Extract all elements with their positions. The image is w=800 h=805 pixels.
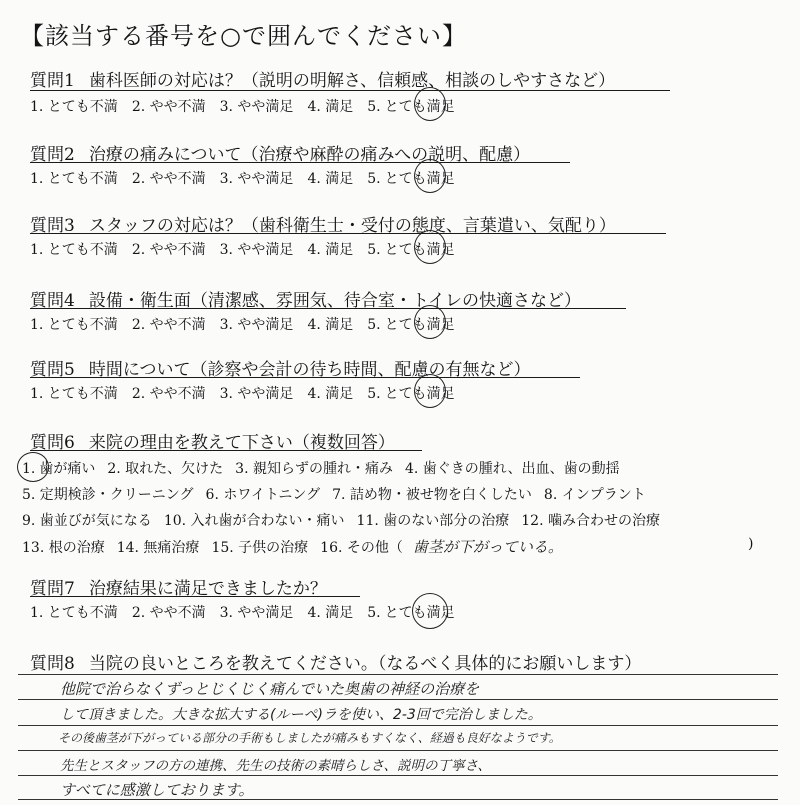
answer-rule-3: [18, 725, 778, 726]
q5-option-1[interactable]: 1. とても不満: [30, 386, 118, 402]
question-4-options: [30, 314, 469, 334]
question-3-number: 質問3: [30, 216, 75, 236]
q7-selection-circle: [412, 593, 448, 629]
question-4-number: 質問4: [30, 291, 75, 311]
question-8: [30, 649, 641, 674]
question-5-underline: [30, 377, 580, 378]
q5-option-5-label: とても満足: [384, 386, 455, 402]
q6-option-15[interactable]: 15. 子供の治療: [211, 540, 309, 556]
q6-option-2[interactable]: 2. 取れた、欠けた: [107, 461, 224, 477]
q6-options-row-2: [22, 484, 658, 504]
q2-option-1[interactable]: 1. とても不満: [30, 171, 118, 187]
q6-option-7[interactable]: 7. 詰め物・被せ物を白くしたい: [332, 487, 532, 503]
question-5-text: 時間について（診察や会計の待ち時間、配慮の有無など）: [88, 360, 531, 380]
question-1-underline: [30, 90, 670, 91]
q4-option-4[interactable]: 4. 満足: [307, 317, 354, 333]
q6-options-row-3: [22, 510, 672, 530]
question-6-text: 来院の理由を教えて下さい（複数回答）: [88, 433, 395, 453]
q2-option-4[interactable]: 4. 満足: [307, 171, 354, 187]
q6-option-5[interactable]: 5. 定期検診・クリーニング: [22, 487, 194, 503]
answer-line-3[interactable]: その後歯茎が下がっている部分の手術もしましたが痛みもすくなく、経過も良好なようです。: [58, 731, 561, 745]
q2-option-3[interactable]: 3. やや満足: [219, 171, 294, 187]
q1-option-4[interactable]: 4. 満足: [307, 99, 354, 115]
q5-option-3[interactable]: 3. やや満足: [219, 386, 294, 402]
question-3-underline: [30, 233, 666, 234]
question-8-number: 質問8: [30, 654, 75, 674]
q6-option-1[interactable]: 1.: [22, 461, 36, 477]
question-6-underline: [30, 450, 422, 451]
q4-option-5[interactable]: 5.: [367, 317, 381, 333]
q4-option-3[interactable]: 3. やや満足: [219, 317, 294, 333]
q5-option-4[interactable]: 4. 満足: [307, 386, 354, 402]
q6-option-10[interactable]: 10. 入れ歯が合わない・痛い: [163, 513, 345, 529]
q6-option-3[interactable]: 3. 親知らずの腫れ・痛み: [235, 461, 393, 477]
question-3-text: スタッフの対応は？（歯科衛生士・受付の態度、言葉遣い、気配り）: [88, 216, 616, 236]
q1-selection-circle: [414, 87, 446, 121]
q7-option-5[interactable]: 5.: [367, 605, 381, 621]
q1-option-5[interactable]: 5.: [367, 99, 381, 115]
q6-option-1-label: 歯が痛い: [39, 461, 96, 477]
answer-line-4[interactable]: 先生とスタッフの方の連携、先生の技術の素晴らしさ、説明の丁寧さ、: [60, 758, 491, 774]
question-1: [30, 66, 615, 91]
question-7-number: 質問7: [30, 579, 75, 599]
question-8-text: 当院の良いところを教えてください。（なるべく具体的にお願いします）: [88, 654, 642, 674]
page-header: 【該当する番号を○で囲んでください】: [20, 22, 467, 50]
q6-option-8[interactable]: 8. インプラント: [543, 487, 646, 503]
q1-option-1[interactable]: 1. とても不満: [30, 99, 118, 115]
q7-option-2[interactable]: 2. やや不満: [131, 605, 206, 621]
question-4-text: 設備・衛生面（清潔感、雰囲気、待合室・トイレの快適さなど）: [88, 291, 581, 311]
q4-option-2[interactable]: 2. やや不満: [131, 317, 206, 333]
q3-option-1[interactable]: 1. とても不満: [30, 242, 118, 258]
q6-option-9[interactable]: 9. 歯並びが気になる: [22, 513, 152, 529]
answer-line-1[interactable]: 他院で治らなくずっとじくじく痛んでいた奥歯の神経の治療を: [60, 680, 480, 698]
q7-option-4[interactable]: 4. 満足: [307, 605, 354, 621]
q2-option-5-label: とても満足: [384, 171, 455, 187]
answer-line-2[interactable]: して頂きました。大きな拡大する(ルーペ)ラを使い、2-3回で完治しました。: [60, 707, 542, 723]
answer-rule-4: [18, 750, 778, 751]
question-7-options: [30, 602, 469, 622]
question-1-number: 質問1: [30, 71, 75, 91]
q1-option-3[interactable]: 3. やや満足: [219, 99, 294, 115]
q3-option-5[interactable]: 5.: [367, 242, 381, 258]
q6-options-row-4: [22, 536, 563, 557]
answer-line-5[interactable]: すべてに感激しております。: [60, 781, 254, 799]
question-1-options: [30, 96, 469, 116]
question-2-options: [30, 168, 469, 188]
q5-option-5[interactable]: 5.: [367, 386, 381, 402]
q3-option-4[interactable]: 4. 満足: [307, 242, 354, 258]
answer-rule-5: [18, 775, 778, 776]
q3-option-2[interactable]: 2. やや不満: [131, 242, 206, 258]
q3-selection-circle: [414, 230, 446, 264]
q6-option-12[interactable]: 12. 噛み合わせの治療: [521, 513, 660, 529]
question-6-number: 質問6: [30, 433, 75, 453]
q6-option-11[interactable]: 11. 歯のない部分の治療: [356, 513, 510, 529]
q4-option-5-label: とても満足: [384, 317, 455, 333]
question-7-underline: [30, 596, 360, 597]
q4-selection-circle: [414, 305, 446, 339]
question-2-number: 質問2: [30, 145, 75, 165]
answer-rule-2: [18, 699, 778, 700]
q5-selection-circle: [414, 374, 446, 408]
answer-rule-1: [18, 674, 778, 675]
q6-option-4[interactable]: 4. 歯ぐきの腫れ、出血、歯の動揺: [404, 461, 620, 477]
q7-option-1[interactable]: 1. とても不満: [30, 605, 118, 621]
question-1-text: 歯科医師の対応は？（説明の明解さ、信頼感、相談のしやすさなど）: [88, 71, 616, 91]
q6-other-close-paren: ): [748, 536, 754, 552]
q7-option-5-label: とても満足: [384, 605, 455, 621]
q6-option-14[interactable]: 14. 無痛治療: [116, 540, 200, 556]
q3-option-5-label: とても満足: [384, 242, 455, 258]
question-5-options: [30, 383, 469, 403]
q1-option-5-label: とても満足: [384, 99, 455, 115]
q3-option-3[interactable]: 3. やや満足: [219, 242, 294, 258]
q6-other-handwritten[interactable]: 歯茎が下がっている。: [412, 538, 563, 556]
question-2-text: 治療の痛みについて（治療や麻酔の痛みへの説明、配慮）: [88, 145, 531, 165]
q2-selection-circle: [414, 159, 446, 193]
question-3-options: [30, 239, 469, 259]
q6-selection-circle: [17, 452, 49, 482]
q2-option-5[interactable]: 5.: [367, 171, 381, 187]
q2-option-2[interactable]: 2. やや不満: [131, 171, 206, 187]
q6-option-6[interactable]: 6. ホワイトニング: [205, 487, 321, 503]
question-5-number: 質問5: [30, 360, 75, 380]
q6-options-row-1: [22, 458, 632, 478]
question-4-underline: [30, 308, 626, 309]
q7-option-3[interactable]: 3. やや満足: [219, 605, 294, 621]
q6-option-13[interactable]: 13. 根の治療: [22, 540, 105, 556]
question-7-text: 治療結果に満足できましたか？: [88, 579, 327, 599]
q4-option-1[interactable]: 1. とても不満: [30, 317, 118, 333]
question-2-underline: [30, 162, 570, 163]
q1-option-2[interactable]: 2. やや不満: [131, 99, 206, 115]
q5-option-2[interactable]: 2. やや不満: [131, 386, 206, 402]
q6-option-16[interactable]: 16. その他（: [320, 540, 403, 556]
